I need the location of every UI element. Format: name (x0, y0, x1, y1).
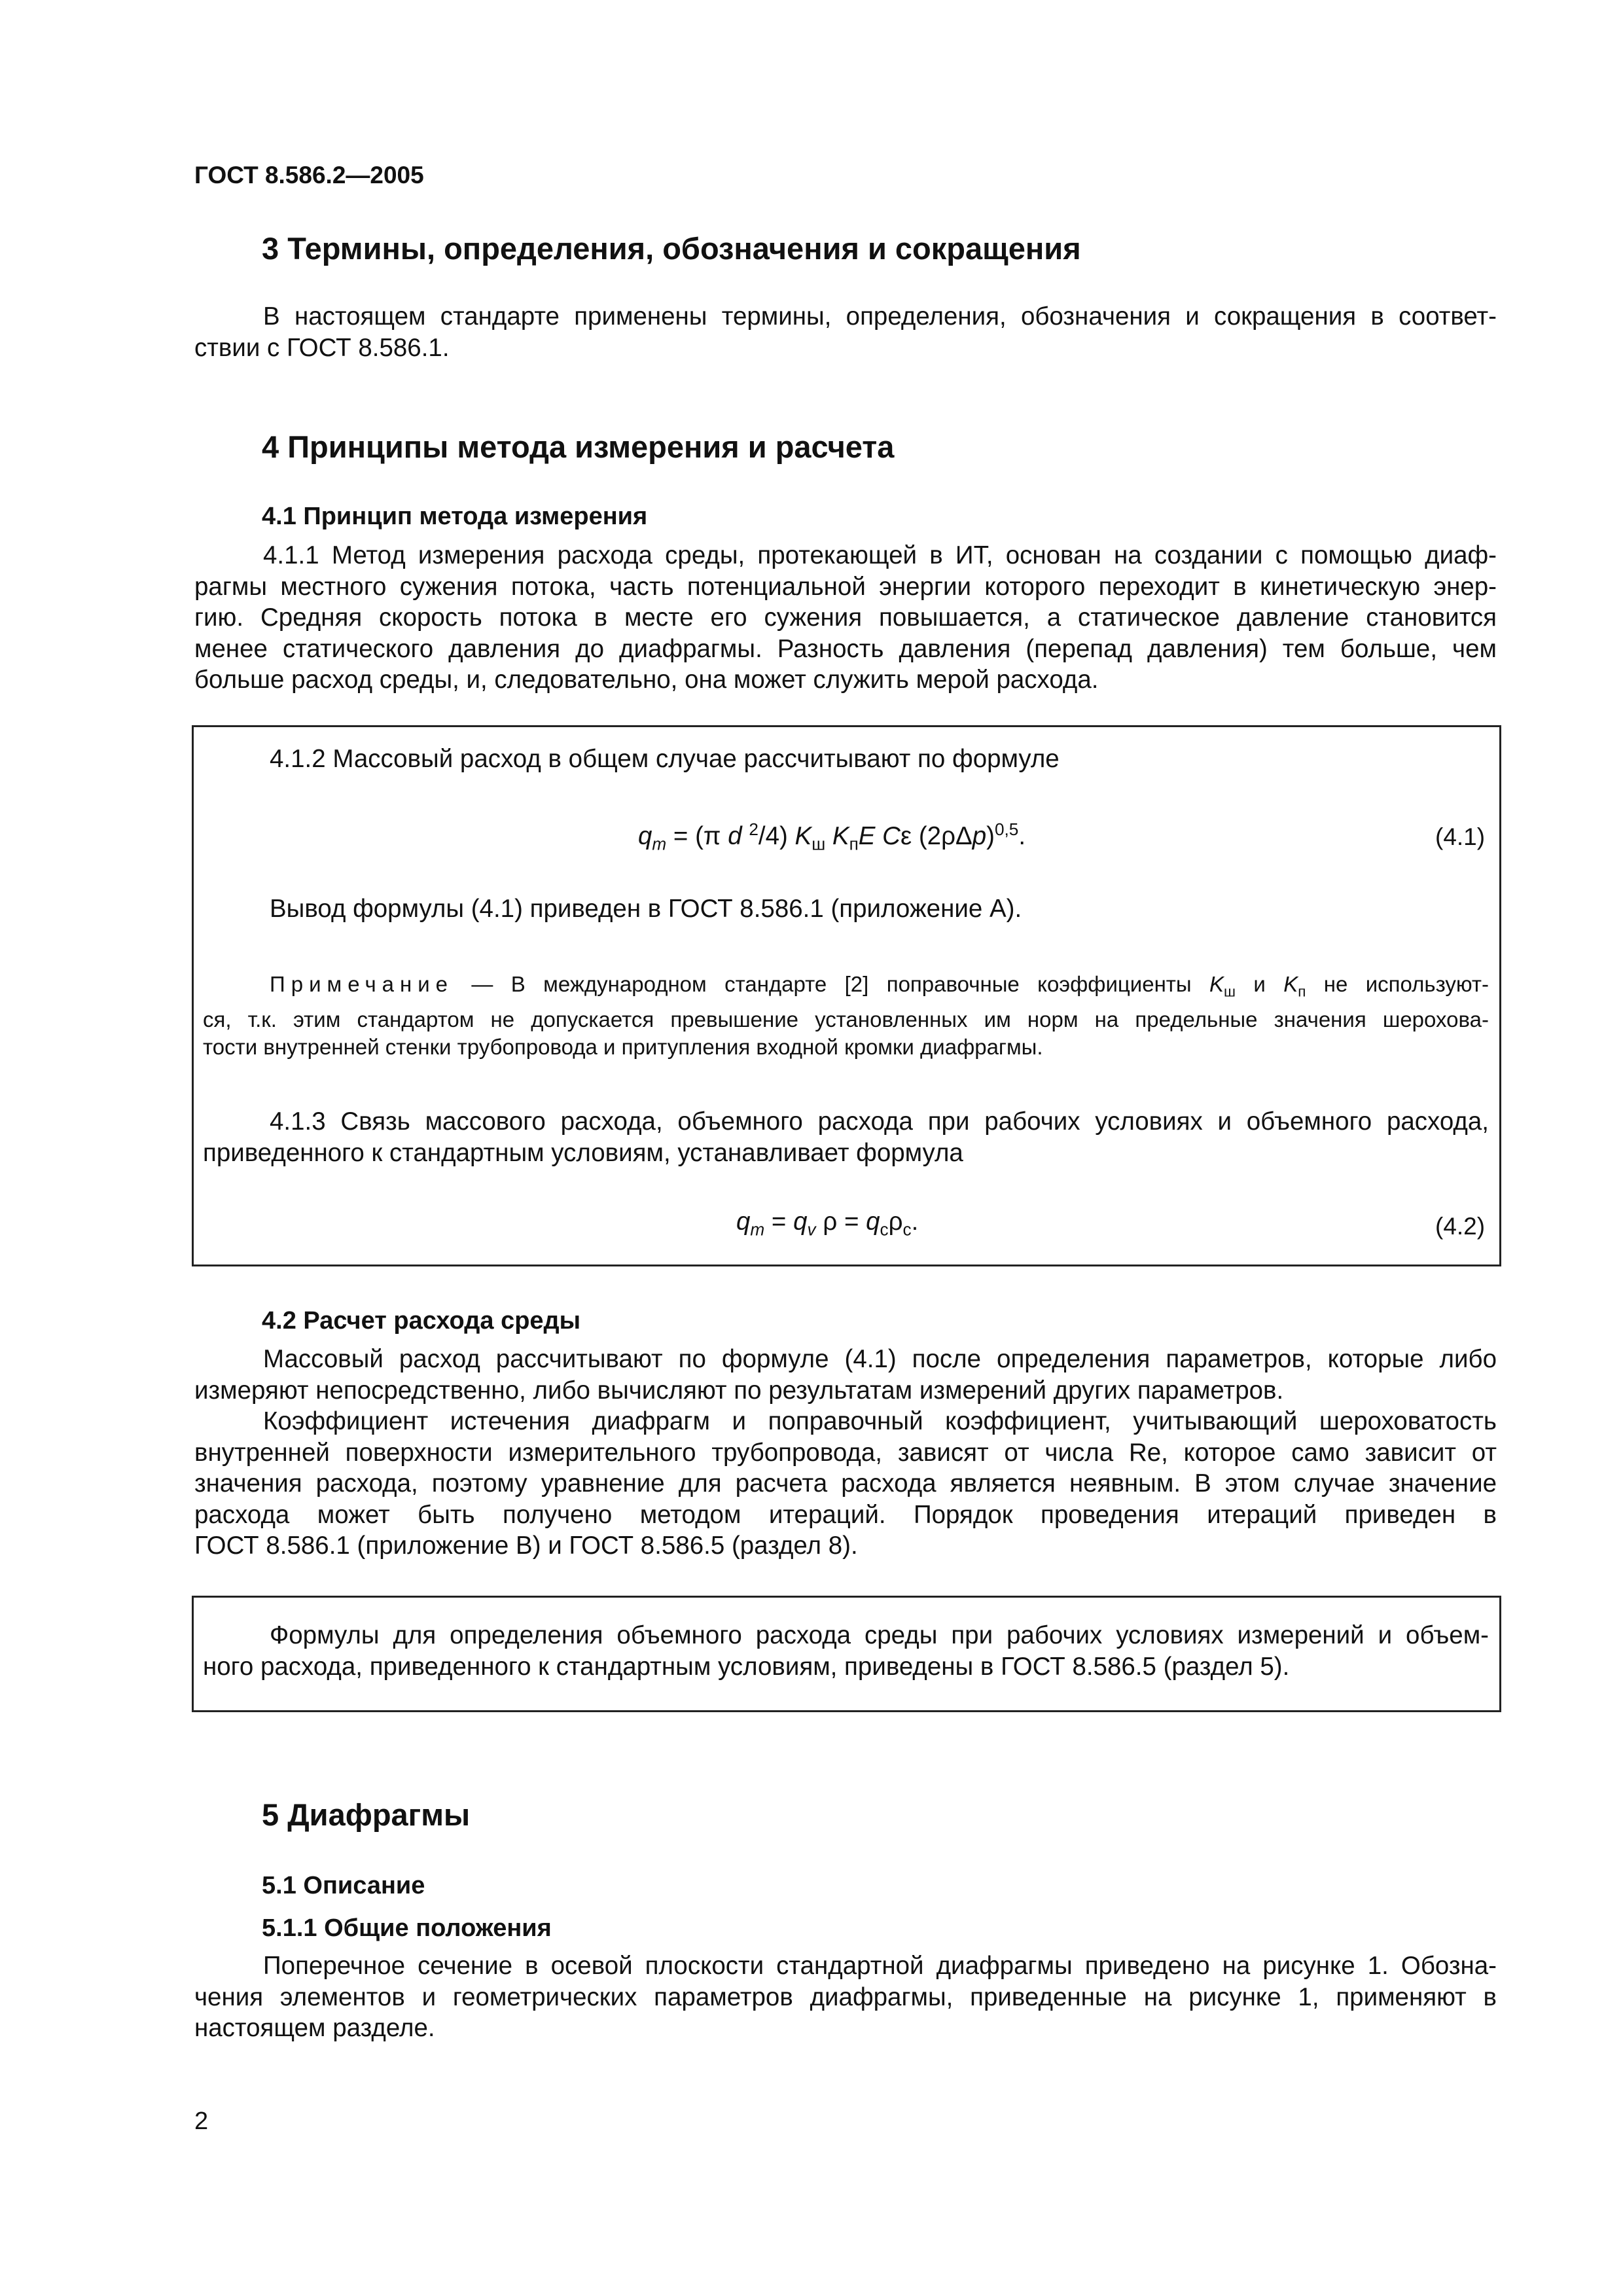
formula-symbol: q (793, 1208, 808, 1236)
p413-line-2: приведенного к стандартным условиям, устанавливает формула (203, 1138, 963, 1167)
p411-line-5: больше расход среды, и, следовательно, она может служить мерой расхода. (194, 666, 1099, 694)
note-text: не используют- (1306, 972, 1489, 996)
formula-symbol: q (736, 1208, 751, 1236)
formula-part: = (π (666, 821, 728, 850)
p42b-line-3: значения расхода, поэтому уравнение для расчета расхода является неявным. В этом случае значение (194, 1469, 1497, 1498)
subsection-5-1-1-title: 5.1.1 Общие положения (262, 1914, 552, 1942)
p413-line-1: 4.1.3 Связь массового расхода, объемного расхода при рабочих условиях и объемного расхода, (270, 1107, 1489, 1136)
note-subscript: п (1298, 983, 1306, 1000)
formula-subscript: c (880, 1219, 889, 1240)
p511-line-3: настоящем разделе. (194, 2014, 435, 2042)
note-subscript: ш (1224, 983, 1236, 1000)
formula-symbol: q (638, 821, 652, 850)
p42b-line-2: внутренней поверхности измерительного трубопровода, зависят от числа Re, которое само зависит от (194, 1438, 1497, 1467)
p411-line-4: менее статического давления до диафрагмы. Разность давления (перепад давления) тем больше, чем (194, 634, 1497, 663)
formula-subscript: m (750, 1219, 765, 1240)
formula-part: ) (986, 821, 995, 850)
formula-symbol: q (866, 1208, 880, 1236)
subsection-4-2-title: 4.2 Расчет расхода среды (262, 1307, 581, 1335)
note-line-2: ся, т.к. этим стандартом не допускается превышение установленных им норм на предельные значения шерохова- (203, 1007, 1489, 1031)
formula-superscript: 0,5 (994, 819, 1019, 839)
note-line-1 (203, 971, 1489, 1006)
formula-symbol: K (825, 821, 849, 850)
section-3-line-2: ствии с ГОСТ 8.586.1. (194, 333, 450, 362)
paragraph-4-2-a (194, 1344, 1497, 1406)
note-text: и (1236, 972, 1284, 996)
p511-line-1: Поперечное сечение в осевой плоскости стандартной диафрагмы приведено на рисунке 1. Обозна- (263, 1952, 1497, 1980)
formula-part: ρ (815, 1208, 844, 1236)
note-symbol: K (1209, 972, 1224, 996)
formula-part: = (844, 1208, 866, 1236)
paragraph-4-1-3 (203, 1106, 1489, 1168)
p42b-line-5: ГОСТ 8.586.1 (приложение В) и ГОСТ 8.586.5 (раздел 8). (194, 1532, 858, 1560)
p511-line-2: чения элементов и геометрических параметров диафрагмы, приведенные на рисунке 1, применяют в (194, 1982, 1497, 2011)
formula-part: . (1018, 821, 1026, 850)
note-symbol: K (1283, 972, 1298, 996)
formula-symbol: d (728, 821, 742, 850)
formula-part: ε (2ρΔ (900, 821, 972, 850)
formula-subscript: c (902, 1219, 912, 1240)
p411-line-1: 4.1.1 Метод измерения расхода среды, протекающей в ИТ, основан на создании с помощью диаф- (263, 541, 1497, 569)
formula-4-1-number: (4.1) (1435, 823, 1486, 850)
formula-part: . (911, 1208, 919, 1236)
section-5-title: 5 Диафрагмы (262, 1797, 471, 1832)
subsection-5-1-title: 5.1 Описание (262, 1872, 425, 1899)
document-code: ГОСТ 8.586.2—2005 (194, 162, 424, 188)
formula-subscript: ш (812, 834, 826, 854)
section-3-paragraph (194, 301, 1497, 363)
formula-part: /4) (758, 821, 795, 850)
p42a-line-1: Массовый расход рассчитывают по формуле (4.1) после определения параметров, которые либо (263, 1345, 1497, 1373)
page-number: 2 (194, 2108, 209, 2135)
boxed-paragraph-volume-formulas (203, 1620, 1489, 1682)
p411-line-2: рагмы местного сужения потока, часть потенциальной энергии которого переходит в кинетическую энер- (194, 572, 1497, 601)
formula-part: = (764, 1208, 794, 1236)
note-label: Примечание (270, 972, 454, 996)
formula-4-1 (638, 819, 1026, 855)
formula-symbol: C (875, 821, 901, 850)
note-text: — В международном стандарте [2] поправочные коэффициенты (454, 972, 1209, 996)
formula-symbol: p (972, 821, 987, 850)
paragraph-4-1-1 (194, 540, 1497, 696)
p411-line-3: гию. Средняя скорость потока в месте его сужения повышается, а статическое давление становится (194, 603, 1497, 632)
formula-subscript: п (849, 834, 859, 854)
formula-subscript: v (807, 1219, 816, 1240)
section-3-title: 3 Термины, определения, обозначения и сокращения (262, 231, 1081, 266)
paragraph-4-2-b (194, 1406, 1497, 1562)
section-3-line-1: В настоящем стандарте применены термины, определения, обозначения и сокращения в соответ- (263, 302, 1497, 331)
formula-subscript: m (652, 834, 667, 854)
formula-4-2-number: (4.2) (1435, 1213, 1486, 1240)
box2-line-2: ного расхода, приведенного к стандартным условиям, приведены в ГОСТ 8.586.5 (раздел 5). (203, 1652, 1290, 1681)
section-4-title: 4 Принципы метода измерения и расчета (262, 429, 895, 464)
note-line-3: тости внутренней стенки трубопровода и притупления входной кромки диафрагмы. (203, 1034, 1043, 1059)
paragraph-5-1-1 (194, 1950, 1497, 2044)
formula-4-2 (736, 1208, 918, 1240)
formula-symbol: K (794, 821, 812, 850)
paragraph-4-1-2: 4.1.2 Массовый расход в общем случае рассчитывают по формуле (270, 745, 1060, 773)
derivation-text: Вывод формулы (4.1) приведен в ГОСТ 8.586.1 (приложение А). (270, 895, 1022, 923)
p42b-line-1: Коэффициент истечения диафрагм и поправочный коэффициент, учитывающий шероховатость (263, 1407, 1497, 1435)
note-block (203, 971, 1489, 1061)
box2-line-1: Формулы для определения объемного расхода среды при рабочих условиях измерений и объем- (270, 1621, 1489, 1649)
formula-symbol: E (858, 821, 876, 850)
subsection-4-1-title: 4.1 Принцип метода измерения (262, 503, 648, 530)
formula-superscript: 2 (749, 819, 758, 839)
p42b-line-4: расхода может быть получено методом итераций. Порядок проведения итераций приведен в (194, 1500, 1497, 1529)
p42a-line-2: измеряют непосредственно, либо вычисляют по результатам измерений других параметров. (194, 1376, 1284, 1405)
formula-part: ρ (888, 1208, 903, 1236)
